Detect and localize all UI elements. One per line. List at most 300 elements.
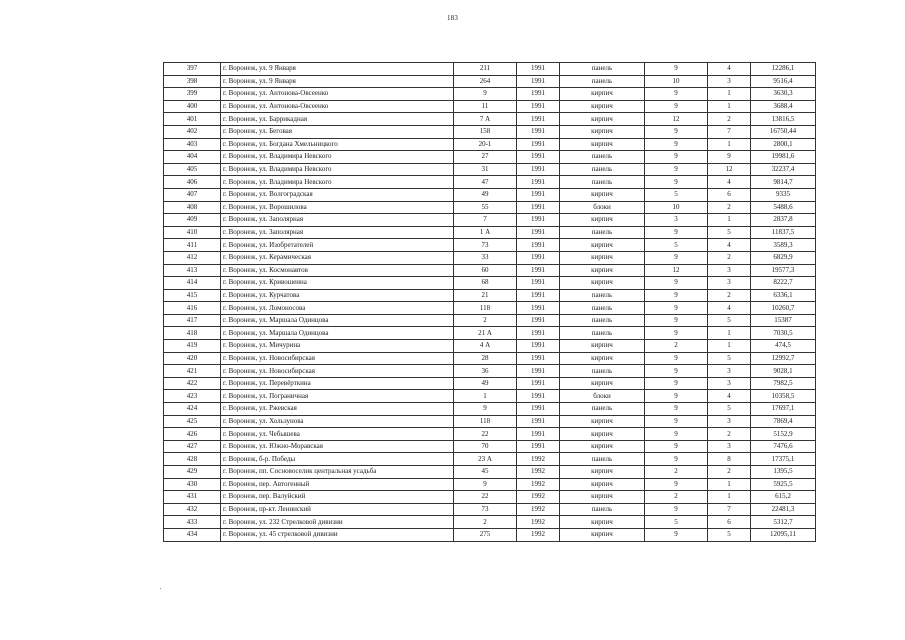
- table-row: [164, 188, 816, 201]
- house-number-cell: 20-1: [454, 138, 517, 151]
- area-cell: 22481,3: [751, 503, 816, 516]
- row-number-cell: 399: [164, 88, 221, 101]
- house-number-cell: 4 А: [454, 340, 517, 353]
- house-number-cell: 22: [454, 491, 517, 504]
- year-cell: 1991: [517, 327, 560, 340]
- area-cell: 2800,1: [751, 138, 816, 151]
- address-cell: г. Воронеж, ул. 9 Января: [221, 63, 454, 76]
- material-cell: блоки: [560, 201, 645, 214]
- address-cell: г. Воронеж, пр-кт. Ленинский: [221, 503, 454, 516]
- material-cell: панель: [560, 453, 645, 466]
- material-cell: кирпич: [560, 415, 645, 428]
- material-cell: панель: [560, 176, 645, 189]
- floors-cell: 5: [645, 239, 708, 252]
- floors-cell: 10: [645, 201, 708, 214]
- address-cell: г. Воронеж, ул. Керамическая: [221, 251, 454, 264]
- table-row: [164, 453, 816, 466]
- area-cell: 16750,44: [751, 125, 816, 138]
- house-number-cell: 264: [454, 75, 517, 88]
- entrances-cell: 1: [708, 491, 751, 504]
- material-cell: панель: [560, 365, 645, 378]
- area-cell: 6829,9: [751, 251, 816, 264]
- floors-cell: 5: [645, 188, 708, 201]
- house-number-cell: 158: [454, 125, 517, 138]
- address-cell: г. Воронеж, ул. 45 стрелковой дивизии: [221, 528, 454, 541]
- material-cell: панель: [560, 63, 645, 76]
- area-cell: 3688,4: [751, 100, 816, 113]
- year-cell: 1991: [517, 75, 560, 88]
- year-cell: 1991: [517, 428, 560, 441]
- table-row: [164, 365, 816, 378]
- floors-cell: 9: [645, 478, 708, 491]
- entrances-cell: 1: [708, 340, 751, 353]
- table-row: [164, 390, 816, 403]
- house-number-cell: 31: [454, 163, 517, 176]
- row-number-cell: 417: [164, 314, 221, 327]
- area-cell: 474,5: [751, 340, 816, 353]
- row-number-cell: 400: [164, 100, 221, 113]
- table-row: [164, 251, 816, 264]
- entrances-cell: 9: [708, 151, 751, 164]
- table-row: [164, 415, 816, 428]
- area-cell: 2837,8: [751, 214, 816, 227]
- row-number-cell: 405: [164, 163, 221, 176]
- area-cell: 7982,5: [751, 377, 816, 390]
- material-cell: панель: [560, 151, 645, 164]
- floors-cell: 9: [645, 440, 708, 453]
- entrances-cell: 1: [708, 214, 751, 227]
- address-cell: г. Воронеж, ул. Перевёрткина: [221, 377, 454, 390]
- table-row: [164, 214, 816, 227]
- year-cell: 1992: [517, 491, 560, 504]
- floors-cell: 9: [645, 415, 708, 428]
- row-number-cell: 406: [164, 176, 221, 189]
- house-number-cell: 49: [454, 188, 517, 201]
- row-number-cell: 431: [164, 491, 221, 504]
- address-cell: г. Воронеж, ул. Баррикадная: [221, 113, 454, 126]
- row-number-cell: 426: [164, 428, 221, 441]
- house-number-cell: 22: [454, 428, 517, 441]
- table-row: [164, 528, 816, 541]
- year-cell: 1991: [517, 151, 560, 164]
- area-cell: 7869,4: [751, 415, 816, 428]
- row-number-cell: 432: [164, 503, 221, 516]
- row-number-cell: 422: [164, 377, 221, 390]
- entrances-cell: 4: [708, 390, 751, 403]
- material-cell: кирпич: [560, 528, 645, 541]
- row-number-cell: 413: [164, 264, 221, 277]
- area-cell: 1395,5: [751, 466, 816, 479]
- row-number-cell: 415: [164, 289, 221, 302]
- row-number-cell: 421: [164, 365, 221, 378]
- floors-cell: 2: [645, 466, 708, 479]
- floors-cell: 9: [645, 226, 708, 239]
- area-cell: 7476,6: [751, 440, 816, 453]
- row-number-cell: 424: [164, 403, 221, 416]
- floors-cell: 9: [645, 88, 708, 101]
- material-cell: панель: [560, 503, 645, 516]
- address-cell: г. Воронеж, ул. Заполярная: [221, 226, 454, 239]
- entrances-cell: 4: [708, 63, 751, 76]
- floors-cell: 12: [645, 113, 708, 126]
- year-cell: 1991: [517, 214, 560, 227]
- entrances-cell: 5: [708, 314, 751, 327]
- year-cell: 1991: [517, 201, 560, 214]
- floors-cell: 9: [645, 251, 708, 264]
- material-cell: кирпич: [560, 478, 645, 491]
- entrances-cell: 4: [708, 302, 751, 315]
- table-row: [164, 63, 816, 76]
- floors-cell: 9: [645, 125, 708, 138]
- floors-cell: 9: [645, 528, 708, 541]
- row-number-cell: 414: [164, 277, 221, 290]
- floors-cell: 9: [645, 390, 708, 403]
- year-cell: 1991: [517, 277, 560, 290]
- table-row: [164, 125, 816, 138]
- table-row: [164, 428, 816, 441]
- material-cell: панель: [560, 75, 645, 88]
- area-cell: 10358,5: [751, 390, 816, 403]
- table-row: [164, 239, 816, 252]
- material-cell: кирпич: [560, 214, 645, 227]
- floors-cell: 9: [645, 377, 708, 390]
- address-cell: г. Воронеж, ул. Хользунова: [221, 415, 454, 428]
- house-number-cell: 73: [454, 239, 517, 252]
- year-cell: 1991: [517, 365, 560, 378]
- material-cell: панель: [560, 289, 645, 302]
- year-cell: 1991: [517, 226, 560, 239]
- area-cell: 5312,7: [751, 516, 816, 529]
- house-number-cell: 275: [454, 528, 517, 541]
- house-number-cell: 23 А: [454, 453, 517, 466]
- entrances-cell: 12: [708, 163, 751, 176]
- floors-cell: 10: [645, 75, 708, 88]
- entrances-cell: 2: [708, 466, 751, 479]
- material-cell: кирпич: [560, 516, 645, 529]
- material-cell: кирпич: [560, 113, 645, 126]
- floors-cell: 2: [645, 340, 708, 353]
- material-cell: панель: [560, 403, 645, 416]
- area-cell: 5152,9: [751, 428, 816, 441]
- address-cell: г. Воронеж, ул. Пограничная: [221, 390, 454, 403]
- address-cell: г. Воронеж, ул. Южно-Моравская: [221, 440, 454, 453]
- house-number-cell: 21: [454, 289, 517, 302]
- floors-cell: 9: [645, 327, 708, 340]
- material-cell: блоки: [560, 390, 645, 403]
- area-cell: 32237,4: [751, 163, 816, 176]
- area-cell: 6336,1: [751, 289, 816, 302]
- entrances-cell: 3: [708, 75, 751, 88]
- area-cell: 615,2: [751, 491, 816, 504]
- address-cell: г. Воронеж, пер. Валуйский: [221, 491, 454, 504]
- entrances-cell: 3: [708, 377, 751, 390]
- address-cell: г. Воронеж, ул. Ворошилова: [221, 201, 454, 214]
- material-cell: кирпич: [560, 377, 645, 390]
- house-number-cell: 70: [454, 440, 517, 453]
- table-row: [164, 516, 816, 529]
- address-cell: г. Воронеж, ул. Новосибирская: [221, 365, 454, 378]
- floors-cell: 9: [645, 428, 708, 441]
- table-row: [164, 163, 816, 176]
- house-number-cell: 27: [454, 151, 517, 164]
- entrances-cell: 1: [708, 138, 751, 151]
- address-cell: г. Воронеж, ул. Изобретателей: [221, 239, 454, 252]
- floors-cell: 3: [645, 214, 708, 227]
- housing-table-body: [164, 63, 816, 542]
- year-cell: 1991: [517, 264, 560, 277]
- year-cell: 1991: [517, 289, 560, 302]
- area-cell: 12992,7: [751, 352, 816, 365]
- row-number-cell: 404: [164, 151, 221, 164]
- material-cell: кирпич: [560, 340, 645, 353]
- house-number-cell: 21 А: [454, 327, 517, 340]
- address-cell: г. Воронеж, ул. 9 Января: [221, 75, 454, 88]
- year-cell: 1992: [517, 528, 560, 541]
- area-cell: 12095,11: [751, 528, 816, 541]
- table-row: [164, 138, 816, 151]
- address-cell: г. Воронеж, ул. Маршала Одинцова: [221, 327, 454, 340]
- row-number-cell: 408: [164, 201, 221, 214]
- row-number-cell: 434: [164, 528, 221, 541]
- floors-cell: 9: [645, 163, 708, 176]
- entrances-cell: 3: [708, 264, 751, 277]
- entrances-cell: 8: [708, 453, 751, 466]
- housing-table: [163, 62, 816, 542]
- material-cell: панель: [560, 163, 645, 176]
- table-row: [164, 113, 816, 126]
- table-row: [164, 503, 816, 516]
- address-cell: г. Воронеж, ул. Новосибирская: [221, 352, 454, 365]
- year-cell: 1991: [517, 251, 560, 264]
- row-number-cell: 412: [164, 251, 221, 264]
- table-row: [164, 491, 816, 504]
- table-row: [164, 226, 816, 239]
- area-cell: 17375,1: [751, 453, 816, 466]
- table-row: [164, 314, 816, 327]
- floors-cell: 9: [645, 100, 708, 113]
- table-row: [164, 277, 816, 290]
- material-cell: кирпич: [560, 125, 645, 138]
- area-cell: 9028,1: [751, 365, 816, 378]
- house-number-cell: 36: [454, 365, 517, 378]
- area-cell: 9516,4: [751, 75, 816, 88]
- floors-cell: 9: [645, 302, 708, 315]
- floors-cell: 2: [645, 491, 708, 504]
- year-cell: 1991: [517, 314, 560, 327]
- entrances-cell: 5: [708, 403, 751, 416]
- row-number-cell: 430: [164, 478, 221, 491]
- house-number-cell: 60: [454, 264, 517, 277]
- area-cell: 3630,3: [751, 88, 816, 101]
- entrances-cell: 3: [708, 277, 751, 290]
- table-row: [164, 151, 816, 164]
- area-cell: 7030,5: [751, 327, 816, 340]
- entrances-cell: 6: [708, 516, 751, 529]
- material-cell: кирпич: [560, 491, 645, 504]
- row-number-cell: 409: [164, 214, 221, 227]
- material-cell: кирпич: [560, 138, 645, 151]
- year-cell: 1991: [517, 100, 560, 113]
- row-number-cell: 407: [164, 188, 221, 201]
- address-cell: г. Воронеж, ул. Антонова-Овсеенко: [221, 100, 454, 113]
- house-number-cell: 9: [454, 403, 517, 416]
- address-cell: г. Воронеж, пер. Автогенный: [221, 478, 454, 491]
- year-cell: 1991: [517, 188, 560, 201]
- floors-cell: 9: [645, 314, 708, 327]
- row-number-cell: 420: [164, 352, 221, 365]
- area-cell: 19981,6: [751, 151, 816, 164]
- address-cell: г. Воронеж, ул. Владимира Невского: [221, 163, 454, 176]
- entrances-cell: 3: [708, 440, 751, 453]
- house-number-cell: 73: [454, 503, 517, 516]
- row-number-cell: 433: [164, 516, 221, 529]
- address-cell: г. Воронеж, ул. Беговая: [221, 125, 454, 138]
- material-cell: кирпич: [560, 428, 645, 441]
- row-number-cell: 419: [164, 340, 221, 353]
- house-number-cell: 2: [454, 314, 517, 327]
- table-row: [164, 340, 816, 353]
- material-cell: кирпич: [560, 440, 645, 453]
- material-cell: панель: [560, 226, 645, 239]
- address-cell: г. Воронеж, б-р. Победы: [221, 453, 454, 466]
- address-cell: г. Воронеж, ул. Антонова-Овсеенко: [221, 88, 454, 101]
- floors-cell: 9: [645, 151, 708, 164]
- year-cell: 1991: [517, 403, 560, 416]
- material-cell: кирпич: [560, 88, 645, 101]
- year-cell: 1991: [517, 176, 560, 189]
- entrances-cell: 2: [708, 289, 751, 302]
- table-row: [164, 352, 816, 365]
- address-cell: г. Воронеж, ул. Курчатова: [221, 289, 454, 302]
- area-cell: 10260,7: [751, 302, 816, 315]
- material-cell: кирпич: [560, 239, 645, 252]
- house-number-cell: 45: [454, 466, 517, 479]
- row-number-cell: 397: [164, 63, 221, 76]
- year-cell: 1992: [517, 466, 560, 479]
- year-cell: 1992: [517, 478, 560, 491]
- page-number: 183: [446, 14, 459, 22]
- year-cell: 1991: [517, 415, 560, 428]
- house-number-cell: 68: [454, 277, 517, 290]
- house-number-cell: 1: [454, 390, 517, 403]
- area-cell: 13816,5: [751, 113, 816, 126]
- year-cell: 1991: [517, 88, 560, 101]
- row-number-cell: 429: [164, 466, 221, 479]
- address-cell: г. Воронеж, ул. Чебышева: [221, 428, 454, 441]
- table-row: [164, 88, 816, 101]
- year-cell: 1991: [517, 340, 560, 353]
- material-cell: кирпич: [560, 100, 645, 113]
- row-number-cell: 398: [164, 75, 221, 88]
- area-cell: 12286,1: [751, 63, 816, 76]
- row-number-cell: 425: [164, 415, 221, 428]
- entrances-cell: 2: [708, 428, 751, 441]
- year-cell: 1991: [517, 138, 560, 151]
- year-cell: 1991: [517, 163, 560, 176]
- year-cell: 1992: [517, 503, 560, 516]
- house-number-cell: 33: [454, 251, 517, 264]
- entrances-cell: 4: [708, 239, 751, 252]
- row-number-cell: 411: [164, 239, 221, 252]
- year-cell: 1991: [517, 63, 560, 76]
- entrances-cell: 7: [708, 503, 751, 516]
- area-cell: 5488,6: [751, 201, 816, 214]
- table-row: [164, 176, 816, 189]
- floors-cell: 12: [645, 264, 708, 277]
- table-row: [164, 289, 816, 302]
- house-number-cell: 118: [454, 415, 517, 428]
- floors-cell: 9: [645, 403, 708, 416]
- row-number-cell: 402: [164, 125, 221, 138]
- area-cell: 5925,5: [751, 478, 816, 491]
- material-cell: кирпич: [560, 277, 645, 290]
- year-cell: 1991: [517, 113, 560, 126]
- table-row: [164, 264, 816, 277]
- area-cell: 15387: [751, 314, 816, 327]
- material-cell: панель: [560, 302, 645, 315]
- material-cell: кирпич: [560, 251, 645, 264]
- floors-cell: 9: [645, 453, 708, 466]
- address-cell: г. Воронеж, ул. 232 Стрелковой дивизии: [221, 516, 454, 529]
- table-row: [164, 478, 816, 491]
- row-number-cell: 410: [164, 226, 221, 239]
- entrances-cell: 1: [708, 327, 751, 340]
- year-cell: 1992: [517, 453, 560, 466]
- house-number-cell: 9: [454, 478, 517, 491]
- house-number-cell: 211: [454, 63, 517, 76]
- area-cell: 3589,3: [751, 239, 816, 252]
- house-number-cell: 28: [454, 352, 517, 365]
- address-cell: г. Воронеж, ул. Космонавтов: [221, 264, 454, 277]
- material-cell: панель: [560, 327, 645, 340]
- address-cell: г. Воронеж, ул. Владимира Невского: [221, 151, 454, 164]
- area-cell: 8222,7: [751, 277, 816, 290]
- address-cell: г. Воронеж, ул. Заполярная: [221, 214, 454, 227]
- table-row: [164, 440, 816, 453]
- table-row: [164, 377, 816, 390]
- address-cell: г. Воронеж, ул. Маршала Одинцова: [221, 314, 454, 327]
- year-cell: 1991: [517, 125, 560, 138]
- house-number-cell: 118: [454, 302, 517, 315]
- entrances-cell: 5: [708, 226, 751, 239]
- table-row: [164, 403, 816, 416]
- house-number-cell: 49: [454, 377, 517, 390]
- house-number-cell: 7 А: [454, 113, 517, 126]
- house-number-cell: 11: [454, 100, 517, 113]
- table-row: [164, 100, 816, 113]
- year-cell: 1991: [517, 390, 560, 403]
- address-cell: г. Воронеж, ул. Ржевская: [221, 403, 454, 416]
- year-cell: 1991: [517, 239, 560, 252]
- table-row: [164, 75, 816, 88]
- floors-cell: 9: [645, 365, 708, 378]
- row-number-cell: 401: [164, 113, 221, 126]
- row-number-cell: 427: [164, 440, 221, 453]
- house-number-cell: 2: [454, 516, 517, 529]
- address-cell: г. Воронеж, ул. Мичурина: [221, 340, 454, 353]
- entrances-cell: 1: [708, 88, 751, 101]
- material-cell: кирпич: [560, 466, 645, 479]
- house-number-cell: 55: [454, 201, 517, 214]
- entrances-cell: 7: [708, 125, 751, 138]
- table-row: [164, 327, 816, 340]
- row-number-cell: 403: [164, 138, 221, 151]
- area-cell: 9814,7: [751, 176, 816, 189]
- entrances-cell: 2: [708, 113, 751, 126]
- entrances-cell: 1: [708, 478, 751, 491]
- address-cell: г. Воронеж, ул. Богдана Хмельницкого: [221, 138, 454, 151]
- row-number-cell: 423: [164, 390, 221, 403]
